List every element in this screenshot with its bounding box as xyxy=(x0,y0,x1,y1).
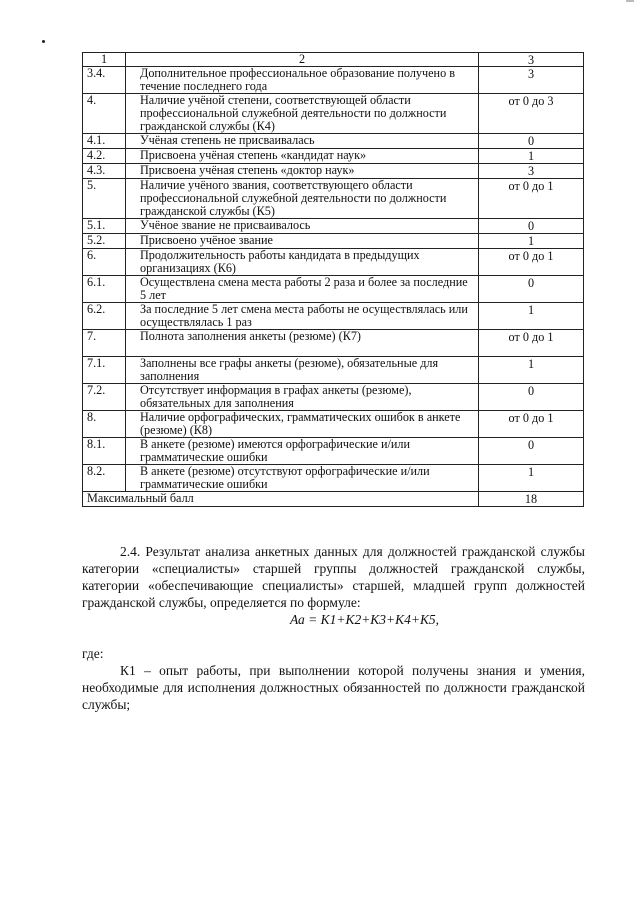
row-number: 8.1. xyxy=(83,438,126,465)
row-text: За последние 5 лет смена места работы не осуществлялась или осуществлялась 1 раз xyxy=(126,303,479,330)
k1-definition-text: К1 – опыт работы, при выполнении которой получены знания и умения, необходимые для исполнения должностных обязанностей по должности гражданской службы; xyxy=(82,663,585,712)
row-text: Присвоена учёная степень «доктор наук» xyxy=(126,164,479,179)
row-number: 3.4. xyxy=(83,67,126,94)
row-text: Дополнительное профессиональное образование получено в течение последнего года xyxy=(126,67,479,94)
row-text: В анкете (резюме) отсутствуют орфографические и/или грамматические ошибки xyxy=(126,465,479,492)
table-row xyxy=(83,411,584,438)
row-text: Учёное звание не присваивалось xyxy=(126,219,479,234)
row-value: 0 xyxy=(479,134,584,149)
row-text: Продолжительность работы кандидата в предыдущих организациях (К6) xyxy=(126,249,479,276)
table-row xyxy=(83,357,584,384)
where-label: где: xyxy=(82,646,104,661)
paragraph-2-4-text: 2.4. Результат анализа анкетных данных для должностей гражданской службы категории «специалисты» старшей группы должностей гражданской службы, категории «обеспечивающие специалисты» старшей, младшей групп должностей гражданской службы, определяется по формуле: xyxy=(82,544,585,610)
row-number: 8.2. xyxy=(83,465,126,492)
row-value: 0 xyxy=(479,384,584,411)
table-row xyxy=(83,134,584,149)
row-number: 7.2. xyxy=(83,384,126,411)
row-text: В анкете (резюме) имеются орфографические и/или грамматические ошибки xyxy=(126,438,479,465)
table-row xyxy=(83,384,584,411)
row-number: 6.1. xyxy=(83,276,126,303)
total-value: 18 xyxy=(479,492,584,507)
table-row xyxy=(83,249,584,276)
header-col-1: 1 xyxy=(83,53,126,67)
table-row xyxy=(83,219,584,234)
formula: Аа = К1+К2+К3+К4+К5, xyxy=(290,612,440,627)
row-number: 5.2. xyxy=(83,234,126,249)
table-row xyxy=(83,179,584,219)
table-header-row xyxy=(83,53,584,67)
row-value: от 0 до 1 xyxy=(479,411,584,438)
row-value: 0 xyxy=(479,276,584,303)
row-text: Отсутствует информация в графах анкеты (резюме), обязательных для заполнения xyxy=(126,384,479,411)
row-text: Наличие орфографических, грамматических ошибок в анкете (резюме) (К8) xyxy=(126,411,479,438)
table-row xyxy=(83,303,584,330)
total-row xyxy=(83,492,584,507)
table-row xyxy=(83,465,584,492)
row-text: Наличие учёного звания, соответствующего области профессиональной служебной деятельности по должности гражданской службы (К5) xyxy=(126,179,479,219)
row-value: 0 xyxy=(479,438,584,465)
row-number: 8. xyxy=(83,411,126,438)
row-value: 1 xyxy=(479,465,584,492)
row-value: 1 xyxy=(479,234,584,249)
row-number: 4. xyxy=(83,94,126,134)
row-value: от 0 до 1 xyxy=(479,330,584,357)
table-row xyxy=(83,234,584,249)
table-row xyxy=(83,67,584,94)
row-number: 6. xyxy=(83,249,126,276)
row-value: 1 xyxy=(479,149,584,164)
row-value: от 0 до 1 xyxy=(479,179,584,219)
row-number: 5.1. xyxy=(83,219,126,234)
k1-definition-paragraph xyxy=(82,662,585,713)
row-number: 6.2. xyxy=(83,303,126,330)
row-number: 5. xyxy=(83,179,126,219)
table-row xyxy=(83,149,584,164)
row-value: 1 xyxy=(479,357,584,384)
header-col-3: 3 xyxy=(479,53,584,67)
row-number: 4.1. xyxy=(83,134,126,149)
row-number: 4.3. xyxy=(83,164,126,179)
scan-mark xyxy=(626,0,634,2)
row-text: Учёная степень не присваивалась xyxy=(126,134,479,149)
row-value: 3 xyxy=(479,67,584,94)
criteria-table xyxy=(82,52,584,507)
row-value: 0 xyxy=(479,219,584,234)
table-row xyxy=(83,164,584,179)
row-number: 4.2. xyxy=(83,149,126,164)
row-number: 7.1. xyxy=(83,357,126,384)
row-text: Присвоено учёное звание xyxy=(126,234,479,249)
row-number: 7. xyxy=(83,330,126,357)
row-text: Осуществлена смена места работы 2 раза и более за последние 5 лет xyxy=(126,276,479,303)
row-value: от 0 до 1 xyxy=(479,249,584,276)
row-value: от 0 до 3 xyxy=(479,94,584,134)
row-text: Полнота заполнения анкеты (резюме) (К7) xyxy=(126,330,479,357)
total-label: Максимальный балл xyxy=(83,492,479,507)
table-row xyxy=(83,94,584,134)
header-col-2: 2 xyxy=(126,53,479,67)
table-row xyxy=(83,330,584,357)
row-value: 3 xyxy=(479,164,584,179)
row-text: Наличие учёной степени, соответствующей области профессиональной служебной деятельности по должности гражданской службы (К4) xyxy=(126,94,479,134)
table-row xyxy=(83,276,584,303)
paragraph-2-4 xyxy=(82,543,585,611)
scan-dot xyxy=(42,40,45,43)
row-text: Присвоена учёная степень «кандидат наук» xyxy=(126,149,479,164)
row-text: Заполнены все графы анкеты (резюме), обязательные для заполнения xyxy=(126,357,479,384)
table-row xyxy=(83,438,584,465)
row-value: 1 xyxy=(479,303,584,330)
